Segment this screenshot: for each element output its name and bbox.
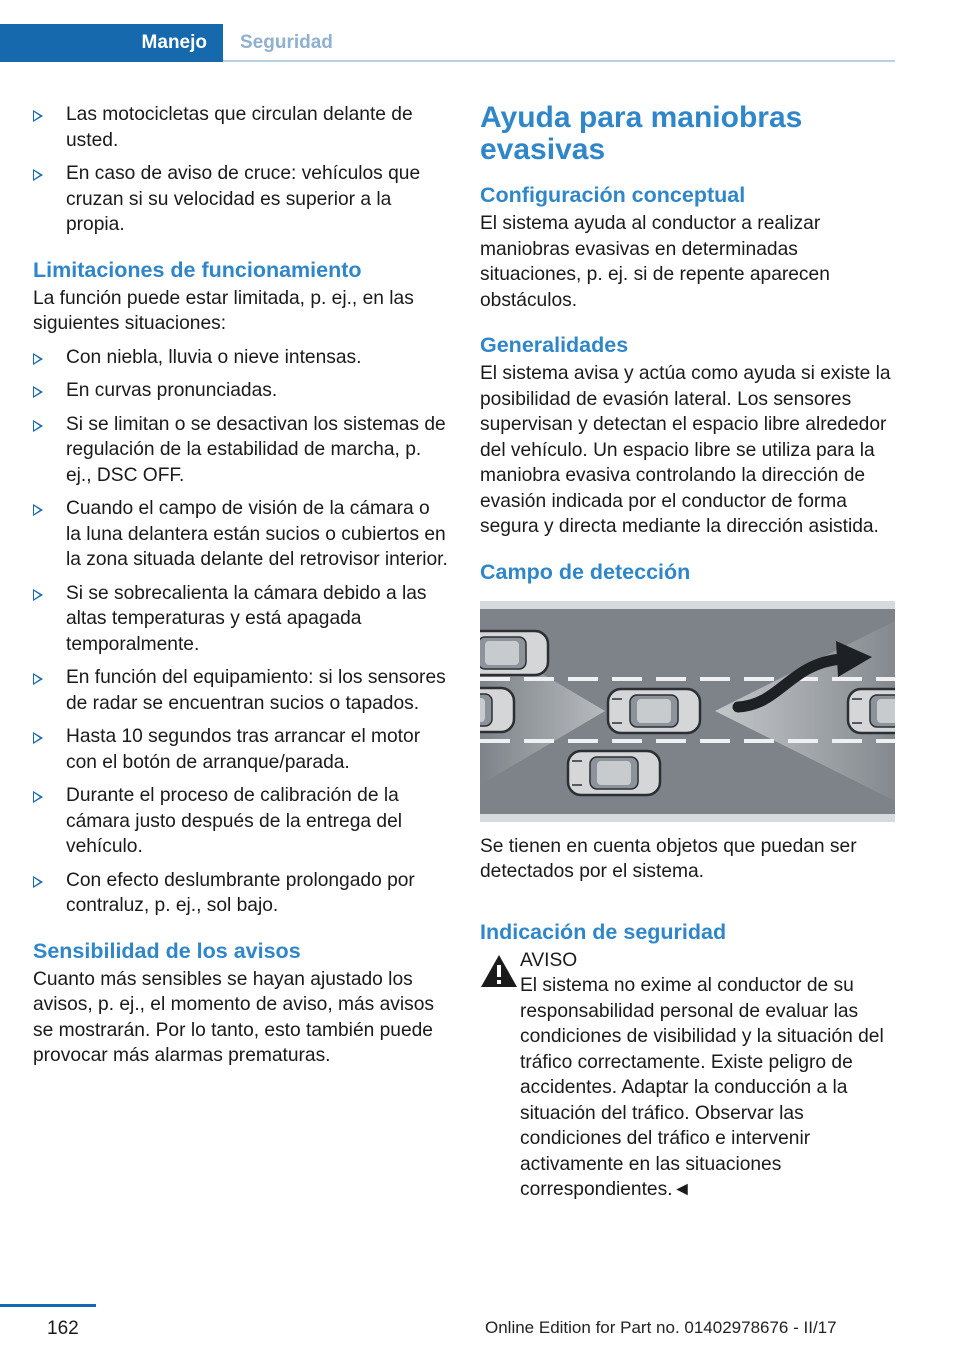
concept-text: El sistema ayuda al conductor a realizar maniobras evasivas en determinadas situaciones, p. ej. si de repente aparecen obstáculos. — [480, 213, 830, 311]
limits-intro: La función puede estar limitada, p. ej., en las siguientes situaciones: — [33, 287, 414, 334]
limits-heading: Limitaciones de funcionamiento — [33, 257, 362, 282]
right-column — [480, 102, 895, 1203]
triangle-bullet-icon — [33, 353, 43, 365]
list-item: Si se limitan o se desactivan los sistemas de regulación de la estabilidad de marcha, p. ej., DSC OFF. — [33, 412, 448, 489]
triangle-bullet-icon — [33, 110, 43, 122]
car-icon — [480, 688, 514, 732]
sensitivity-heading: Sensibilidad de los avisos — [33, 938, 301, 963]
list-item: Durante el proceso de calibración de la cámara justo después de la entrega del vehículo. — [33, 783, 448, 860]
warning-block — [480, 948, 895, 1203]
triangle-bullet-icon — [33, 791, 43, 803]
section-title: Ayuda para maniobras evasivas — [480, 101, 803, 166]
triangle-bullet-icon — [33, 673, 43, 685]
limits-bullet-list — [33, 345, 448, 919]
triangle-bullet-icon — [33, 169, 43, 181]
safety-heading: Indicación de seguridad — [480, 919, 727, 944]
triangle-bullet-icon — [33, 876, 43, 888]
list-item: Con efecto deslumbrante prolongado por contraluz, p. ej., sol bajo. — [33, 868, 448, 919]
left-column — [33, 102, 448, 1069]
warning-label: AVISO — [520, 949, 578, 971]
warning-triangle-icon — [480, 954, 518, 988]
triangle-bullet-icon — [33, 420, 43, 432]
detection-caption: Se tienen en cuenta objetos que puedan ser detectados por el sistema. — [480, 835, 857, 882]
car-icon — [568, 751, 660, 795]
chapter-tabs — [0, 24, 895, 61]
car-icon — [608, 689, 700, 733]
triangle-bullet-icon — [33, 589, 43, 601]
car-icon — [848, 689, 895, 733]
triangle-bullet-icon — [33, 732, 43, 744]
list-item: En función del equipamiento: si los sensores de radar se encuentran sucios o tapados. — [33, 665, 448, 716]
triangle-bullet-icon — [33, 386, 43, 398]
detection-field-illustration — [480, 601, 895, 822]
detection-heading: Campo de detección — [480, 559, 691, 584]
sensitivity-text: Cuanto más sensibles se hayan ajustado los avisos, p. ej., el momento de aviso, más avisos se mostrarán. Por lo tanto, esto también puede provocar más alarmas prematuras. — [33, 968, 434, 1066]
list-item: En caso de aviso de cruce: vehículos que cruzan si su velocidad es superior a la propia. — [33, 161, 448, 238]
general-text: El sistema avisa y actúa como ayuda si existe la posibilidad de evasión lateral. Los sensores supervisan y detectan el espacio libre alrededor del vehículo. Un espacio libre se utiliza para la maniobra evasiva controlando la dirección de evasión indicada por el conductor de forma segura y directa mediante la dirección asistida. — [480, 363, 891, 537]
edition-note: Online Edition for Part no. 01402978676 - II/17 — [485, 1318, 837, 1337]
triangle-bullet-icon — [33, 504, 43, 516]
list-item: Si se sobrecalienta la cámara debido a las altas temperaturas y está apagada temporalmente. — [33, 581, 448, 658]
general-heading: Generalidades — [480, 333, 629, 357]
list-item: Cuando el campo de visión de la cámara o la luna delantera están sucios o cubiertos en la zona situada delante del retrovisor interior. — [33, 496, 448, 573]
footer-rule — [0, 1304, 96, 1307]
car-icon — [480, 631, 548, 675]
tab-manejo[interactable]: Manejo — [0, 24, 223, 62]
warning-text: El sistema no exime al conductor de su responsabilidad personal de evaluar las condiciones de visibilidad y la situación del tráfico correctamente. Existe peligro de accidentes. Adaptar la conducción a la situación del tráfico. Observar las condiciones del tráfico e intervenir activamente en las situaciones correspondientes.◄ — [520, 975, 884, 1200]
tab-seguridad[interactable]: Seguridad — [240, 32, 333, 53]
list-item: Con niebla, lluvia o nieve intensas. — [33, 345, 448, 371]
concept-heading: Configuración conceptual — [480, 183, 746, 207]
list-item: Hasta 10 segundos tras arrancar el motor con el botón de arranque/parada. — [33, 724, 448, 775]
list-item: En curvas pronunciadas. — [33, 378, 448, 404]
top-bullet-list — [33, 102, 448, 238]
page-number: 162 — [47, 1318, 79, 1339]
list-item: Las motocicletas que circulan delante de usted. — [33, 102, 448, 153]
